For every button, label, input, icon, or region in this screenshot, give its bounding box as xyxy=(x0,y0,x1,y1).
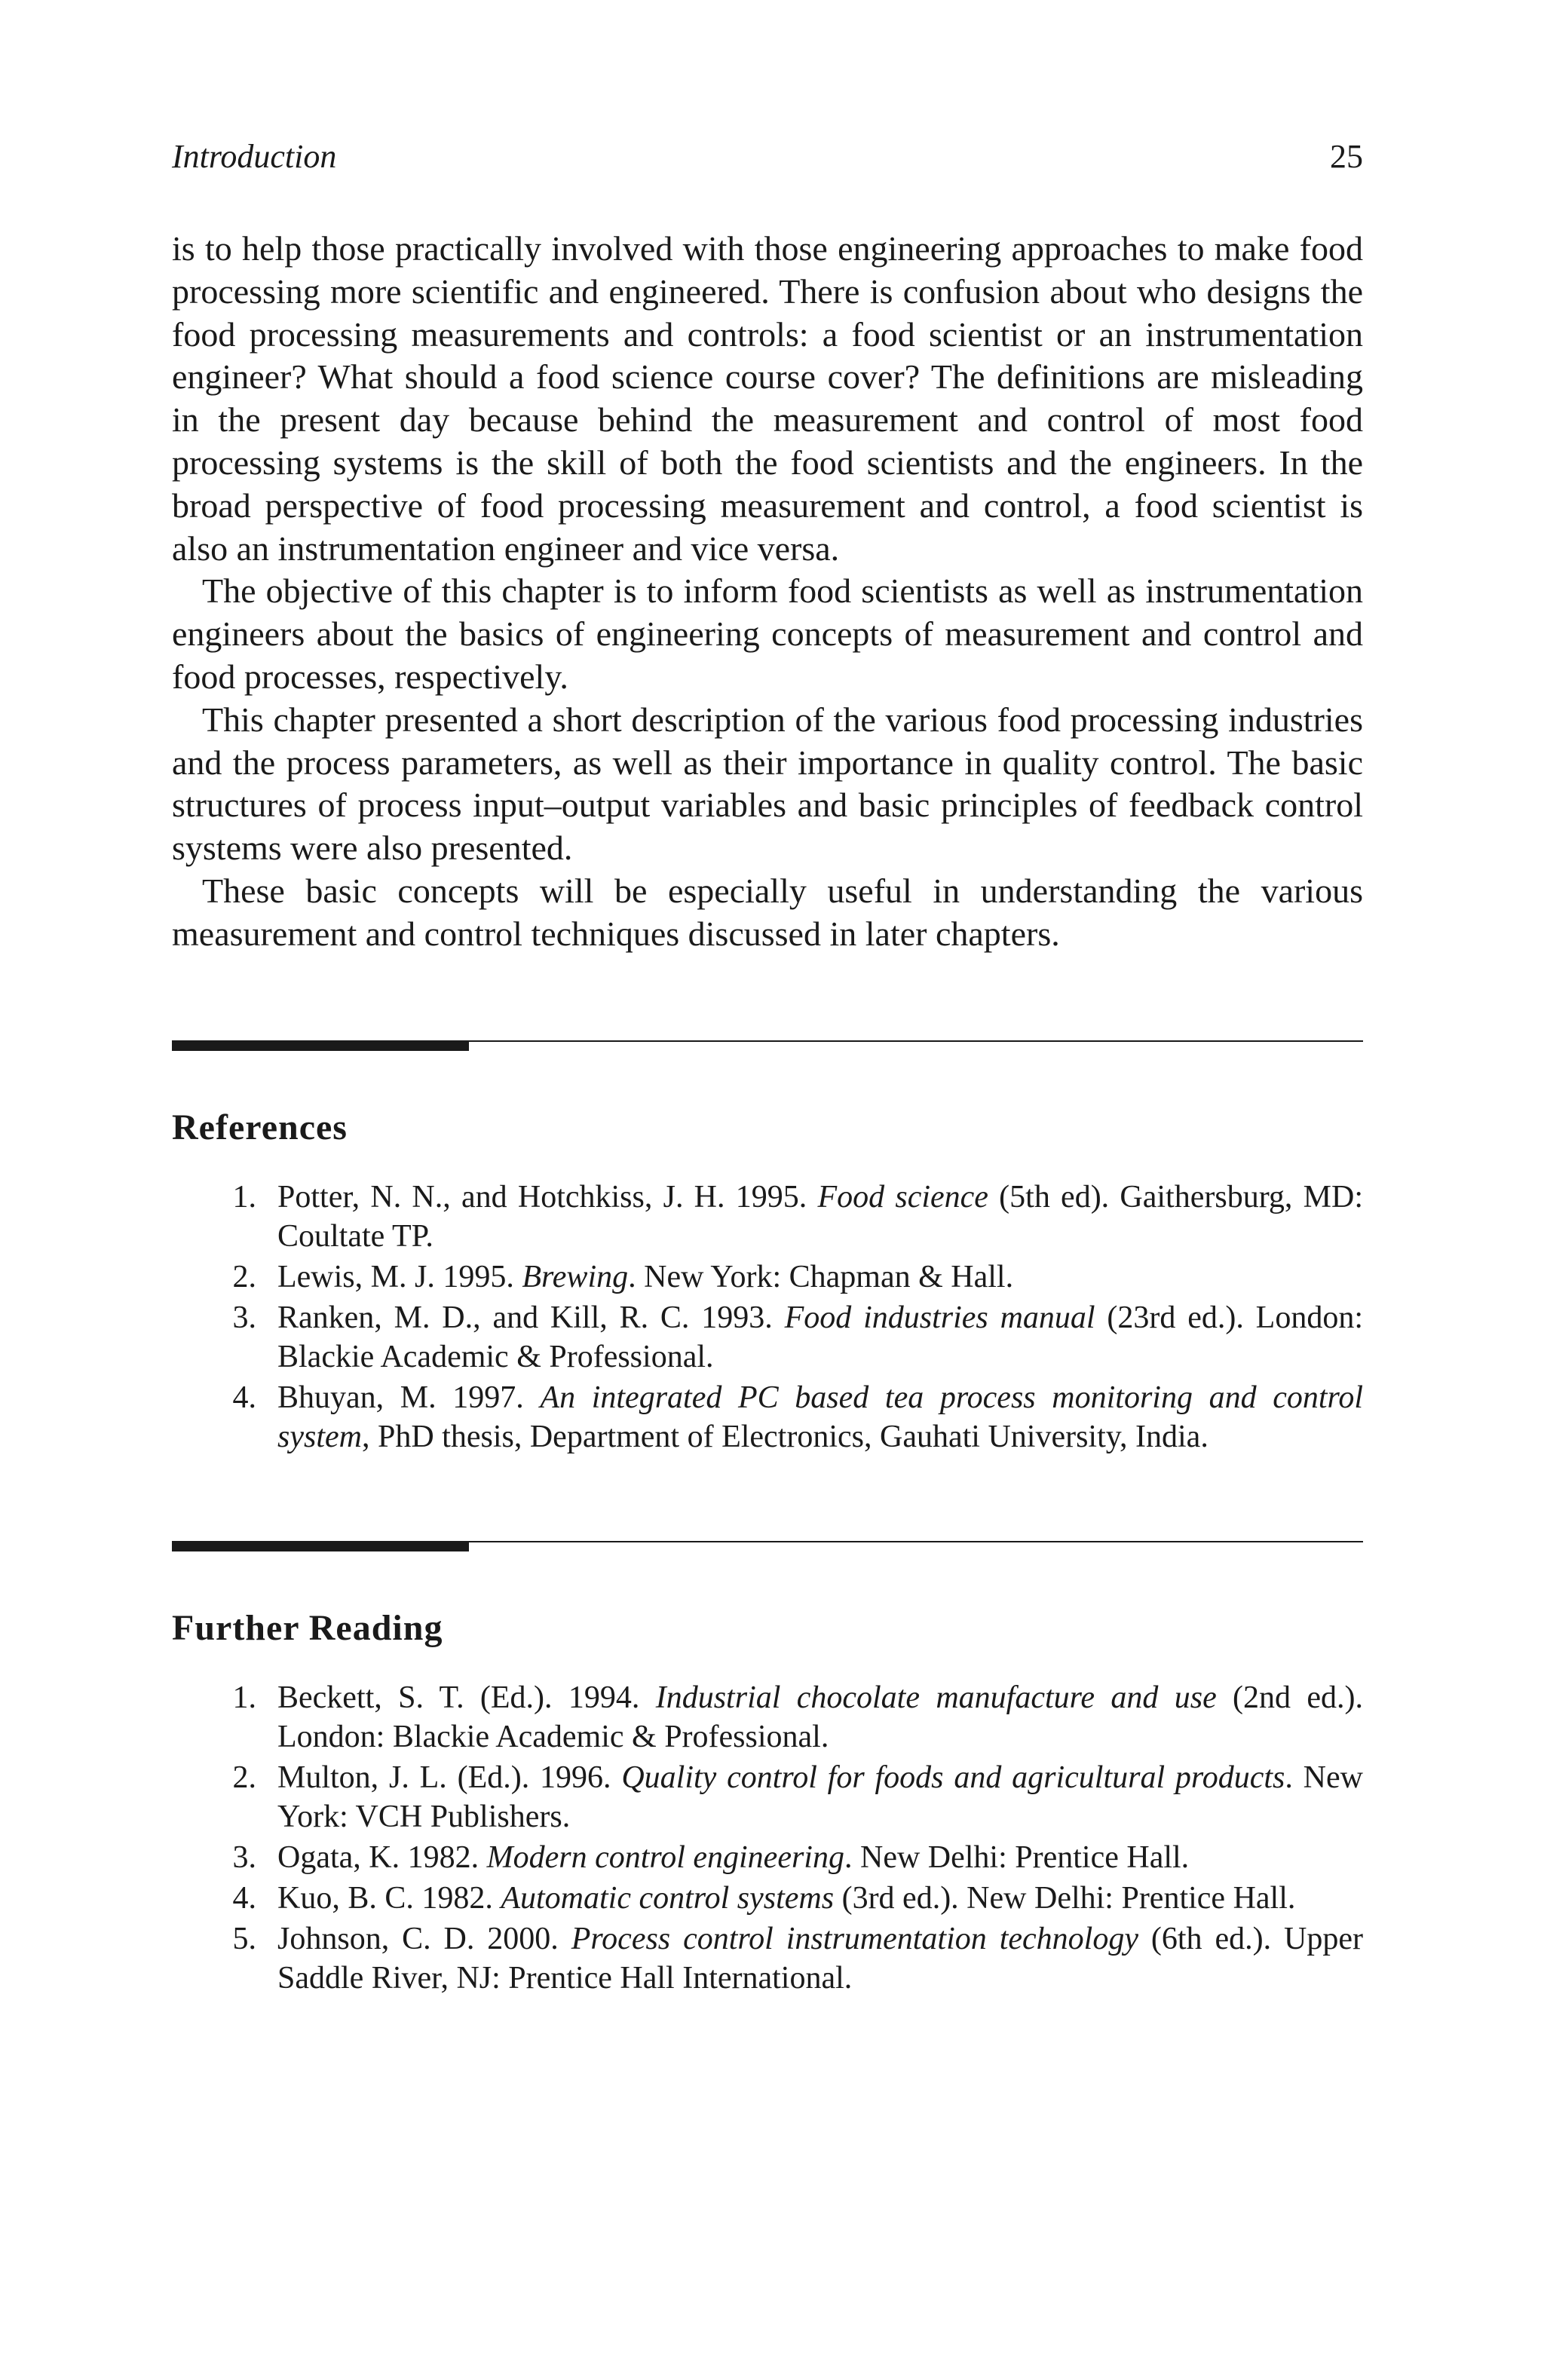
list-item xyxy=(172,1838,1363,1877)
rule-bar xyxy=(172,1541,469,1551)
list-item xyxy=(172,1919,1363,1998)
citation-title: Process control instrumentation technology xyxy=(571,1921,1138,1956)
body-text xyxy=(172,228,1363,956)
further-reading-heading: Further Reading xyxy=(172,1607,443,1648)
rule-bar xyxy=(172,1040,469,1051)
running-head xyxy=(172,136,1363,178)
references-heading: References xyxy=(172,1107,348,1147)
list-item xyxy=(172,1257,1363,1297)
item-number: 2. xyxy=(232,1760,256,1795)
list-item xyxy=(172,1758,1363,1836)
citation: Lewis, M. J. 1995. Brewing. New York: Chapman & Hall. xyxy=(277,1259,1014,1294)
citation-title: Automatic control systems xyxy=(501,1880,835,1916)
paragraph: is to help those practically involved with those engineering approaches to make food processing more scientific and engineered. There is confusion about who designs the food processing measurements and controls: a food scientist or an instrumentation engineer? What should a food science course cover? The definitions are misleading in the present day because behind the measurement and control of most food processing systems is the skill of both the food scientists and the engineers. In the broad perspective of food processing measurement and control, a food scientist is also an instrumentation engineer and vice versa. xyxy=(172,229,1363,568)
item-number: 1. xyxy=(232,1680,256,1715)
citation: Kuo, B. C. 1982. Automatic control systems (3rd ed.). New Delhi: Prentice Hall. xyxy=(277,1880,1296,1916)
citation: Beckett, S. T. (Ed.). 1994. Industrial chocolate manufacture and use (2nd ed.). London: Blackie Academic & Professional. xyxy=(277,1680,1363,1754)
item-number: 3. xyxy=(232,1839,256,1875)
list-item xyxy=(172,1178,1363,1256)
citation-title: Quality control for foods and agricultural products xyxy=(621,1760,1285,1795)
item-number: 1. xyxy=(232,1179,256,1215)
citation-title: An integrated PC based tea process monitoring and control system xyxy=(277,1380,1363,1454)
paragraph: This chapter presented a short description of the various food processing industries and the process parameters, as well as their importance in quality control. The basic structures of process input–output variables and basic principles of feedback control systems were also presented. xyxy=(172,700,1363,868)
chapter-title: Introduction xyxy=(172,138,337,175)
further-reading-list xyxy=(172,1678,1363,1998)
citation: Bhuyan, M. 1997. An integrated PC based tea process monitoring and control system, PhD thesis, Department of Electronics, Gauhati University, India. xyxy=(277,1380,1363,1454)
section-rule xyxy=(172,1040,1363,1051)
list-item xyxy=(172,1298,1363,1377)
paragraph: The objective of this chapter is to inform food scientists as well as instrumentation engineers about the basics of engineering concepts of measurement and control and food processes, respectively. xyxy=(172,571,1363,696)
item-number: 3. xyxy=(232,1300,256,1335)
citation: Ogata, K. 1982. Modern control engineering. New Delhi: Prentice Hall. xyxy=(277,1839,1190,1875)
citation: Johnson, C. D. 2000. Process control instrumentation technology (6th ed.). Upper Saddle River, NJ: Prentice Hall International. xyxy=(277,1921,1363,1996)
item-number: 2. xyxy=(232,1259,256,1294)
citation-title: Modern control engineering xyxy=(486,1839,844,1875)
citation: Ranken, M. D., and Kill, R. C. 1993. Food industries manual (23rd ed.). London: Blackie Academic & Professional. xyxy=(277,1300,1363,1374)
page-number: 25 xyxy=(1330,138,1363,175)
item-number: 4. xyxy=(232,1880,256,1916)
citation: Multon, J. L. (Ed.). 1996. Quality control for foods and agricultural products. New York: VCH Publishers. xyxy=(277,1760,1363,1834)
citation-title: Food science xyxy=(817,1179,988,1215)
list-item xyxy=(172,1378,1363,1456)
list-item xyxy=(172,1678,1363,1757)
references-list xyxy=(172,1178,1363,1456)
paragraph: These basic concepts will be especially useful in understanding the various measurement and control techniques discussed in later chapters. xyxy=(172,871,1363,953)
book-page xyxy=(172,136,1363,1999)
item-number: 5. xyxy=(232,1921,256,1956)
citation-title: Brewing xyxy=(522,1259,629,1294)
list-item xyxy=(172,1879,1363,1918)
citation-title: Food industries manual xyxy=(784,1300,1095,1335)
citation: Potter, N. N., and Hotchkiss, J. H. 1995. Food science (5th ed). Gaithersburg, MD: Coultate TP. xyxy=(277,1179,1363,1254)
item-number: 4. xyxy=(232,1380,256,1415)
citation-title: Industrial chocolate manufacture and use xyxy=(655,1680,1217,1715)
section-rule xyxy=(172,1541,1363,1551)
